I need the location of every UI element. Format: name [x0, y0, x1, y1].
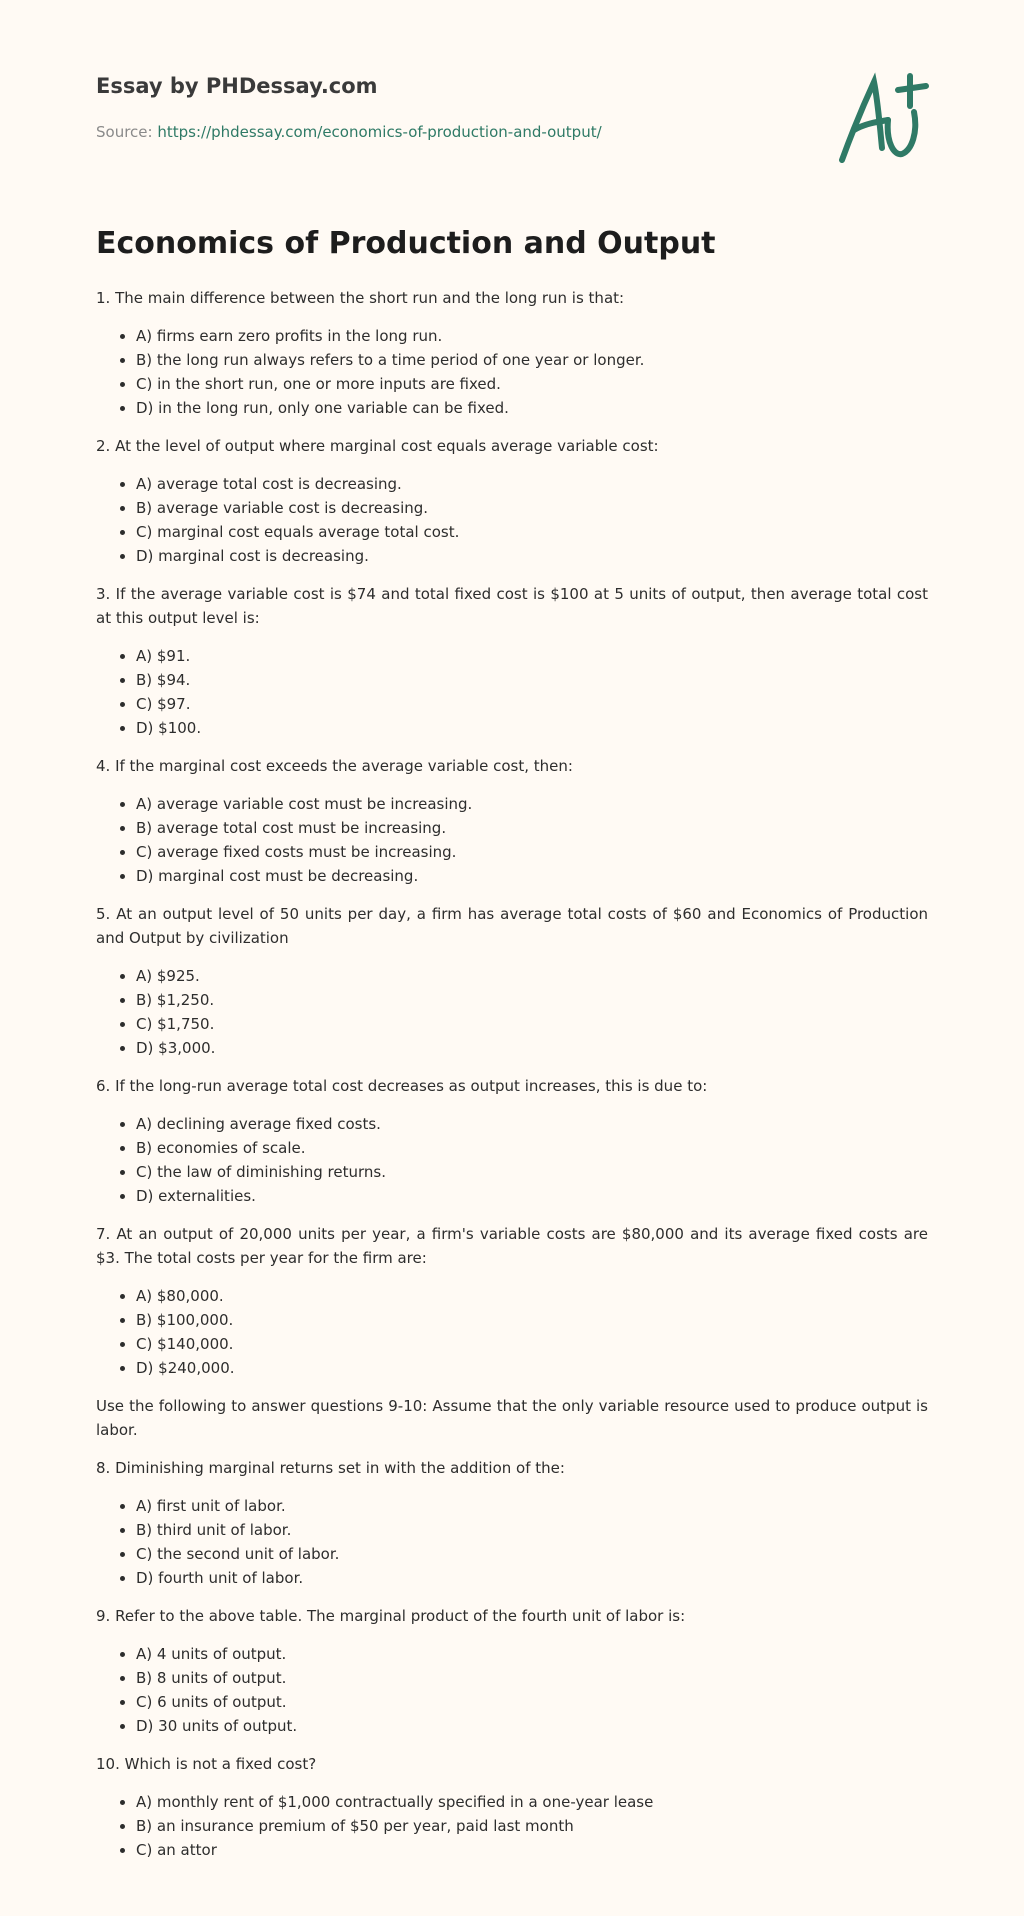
answer-option: • C) marginal cost equals average total cost.	[136, 520, 928, 544]
question-text: 4. If the marginal cost exceeds the average variable cost, then:	[96, 757, 573, 775]
answer-option: • B) economies of scale.	[136, 1136, 928, 1160]
answer-option: • C) 6 units of output.	[136, 1690, 928, 1714]
answer-option: • A) monthly rent of $1,000 contractually specified in a one-year lease	[136, 1790, 928, 1814]
question-text: 6. If the long-run average total cost decreases as output increases, this is due to:	[96, 1077, 708, 1095]
answer-option: • A) $80,000.	[136, 1284, 928, 1308]
question-text: 3. If the average variable cost is $74 and total fixed cost is $100 at 5 units of output, then average total cost at this output level is:	[96, 585, 928, 627]
answer-option: • B) average variable cost is decreasing.	[136, 496, 928, 520]
answer-option: • C) the law of diminishing returns.	[136, 1160, 928, 1184]
answer-option: • C) $1,750.	[136, 1012, 928, 1036]
answer-option: • D) externalities.	[136, 1184, 928, 1208]
a-plus-logo-icon	[828, 68, 940, 168]
answer-option: • B) an insurance premium of $50 per year, paid last month	[136, 1814, 928, 1838]
source-line	[96, 123, 602, 141]
essay-content	[96, 286, 928, 1862]
answer-option: • C) average fixed costs must be increasing.	[136, 840, 928, 864]
answer-option: • D) in the long run, only one variable can be fixed.	[136, 396, 928, 420]
answer-options	[96, 1494, 928, 1590]
question-text: 2. At the level of output where marginal cost equals average variable cost:	[96, 437, 659, 455]
question-text: 8. Diminishing marginal returns set in with the addition of the:	[96, 1459, 565, 1477]
answer-options	[96, 1642, 928, 1738]
question-text: 1. The main difference between the short run and the long run is that:	[96, 289, 625, 307]
answer-option: • B) $1,250.	[136, 988, 928, 1012]
answer-option: • D) marginal cost is decreasing.	[136, 544, 928, 568]
answer-option: • D) marginal cost must be decreasing.	[136, 864, 928, 888]
answer-option: • A) 4 units of output.	[136, 1642, 928, 1666]
source-label: Source:	[96, 123, 153, 141]
answer-option: • D) 30 units of output.	[136, 1714, 928, 1738]
answer-option: • B) the long run always refers to a time period of one year or longer.	[136, 348, 928, 372]
answer-option: • B) average total cost must be increasing.	[136, 816, 928, 840]
answer-option: • D) $3,000.	[136, 1036, 928, 1060]
instruction-note: Use the following to answer questions 9-10: Assume that the only variable resource used to produce output is labor.	[96, 1397, 928, 1439]
page-header	[96, 0, 928, 200]
source-link[interactable]: https://phdessay.com/economics-of-production-and-output/	[157, 123, 602, 141]
answer-option: • C) the second unit of labor.	[136, 1542, 928, 1566]
answer-options	[96, 1284, 928, 1380]
answer-option: • D) fourth unit of labor.	[136, 1566, 928, 1590]
answer-option: • B) third unit of labor.	[136, 1518, 928, 1542]
answer-option: • D) $100.	[136, 716, 928, 740]
answer-option: • A) firms earn zero profits in the long run.	[136, 324, 928, 348]
answer-options	[96, 1790, 928, 1862]
answer-options	[96, 644, 928, 740]
question-text: 7. At an output of 20,000 units per year, a firm's variable costs are $80,000 and its average fixed costs are $3. The total costs per year for the firm are:	[96, 1225, 928, 1267]
answer-options	[96, 964, 928, 1060]
answer-options	[96, 472, 928, 568]
answer-option: • B) $100,000.	[136, 1308, 928, 1332]
answer-option: • B) 8 units of output.	[136, 1666, 928, 1690]
question-text: 5. At an output level of 50 units per day, a firm has average total costs of $60 and Economics of Production and Output by civilization	[96, 905, 928, 947]
question-text: 10. Which is not a fixed cost?	[96, 1755, 317, 1773]
answer-options	[96, 324, 928, 420]
answer-option: • B) $94.	[136, 668, 928, 692]
brand-title: Essay by PHDessay.com	[96, 74, 378, 98]
answer-option: • A) $925.	[136, 964, 928, 988]
answer-option: • C) $140,000.	[136, 1332, 928, 1356]
answer-option: • A) first unit of labor.	[136, 1494, 928, 1518]
answer-option: • D) $240,000.	[136, 1356, 928, 1380]
answer-options	[96, 1112, 928, 1208]
answer-option: • A) average total cost is decreasing.	[136, 472, 928, 496]
answer-options	[96, 792, 928, 888]
answer-option: • C) an attor	[136, 1838, 928, 1862]
answer-option: • A) average variable cost must be increasing.	[136, 792, 928, 816]
answer-option: • C) in the short run, one or more inputs are fixed.	[136, 372, 928, 396]
answer-option: • A) declining average fixed costs.	[136, 1112, 928, 1136]
answer-option: • C) $97.	[136, 692, 928, 716]
page-title: Economics of Production and Output	[96, 226, 716, 261]
question-text: 9. Refer to the above table. The marginal product of the fourth unit of labor is:	[96, 1607, 686, 1625]
answer-option: • A) $91.	[136, 644, 928, 668]
